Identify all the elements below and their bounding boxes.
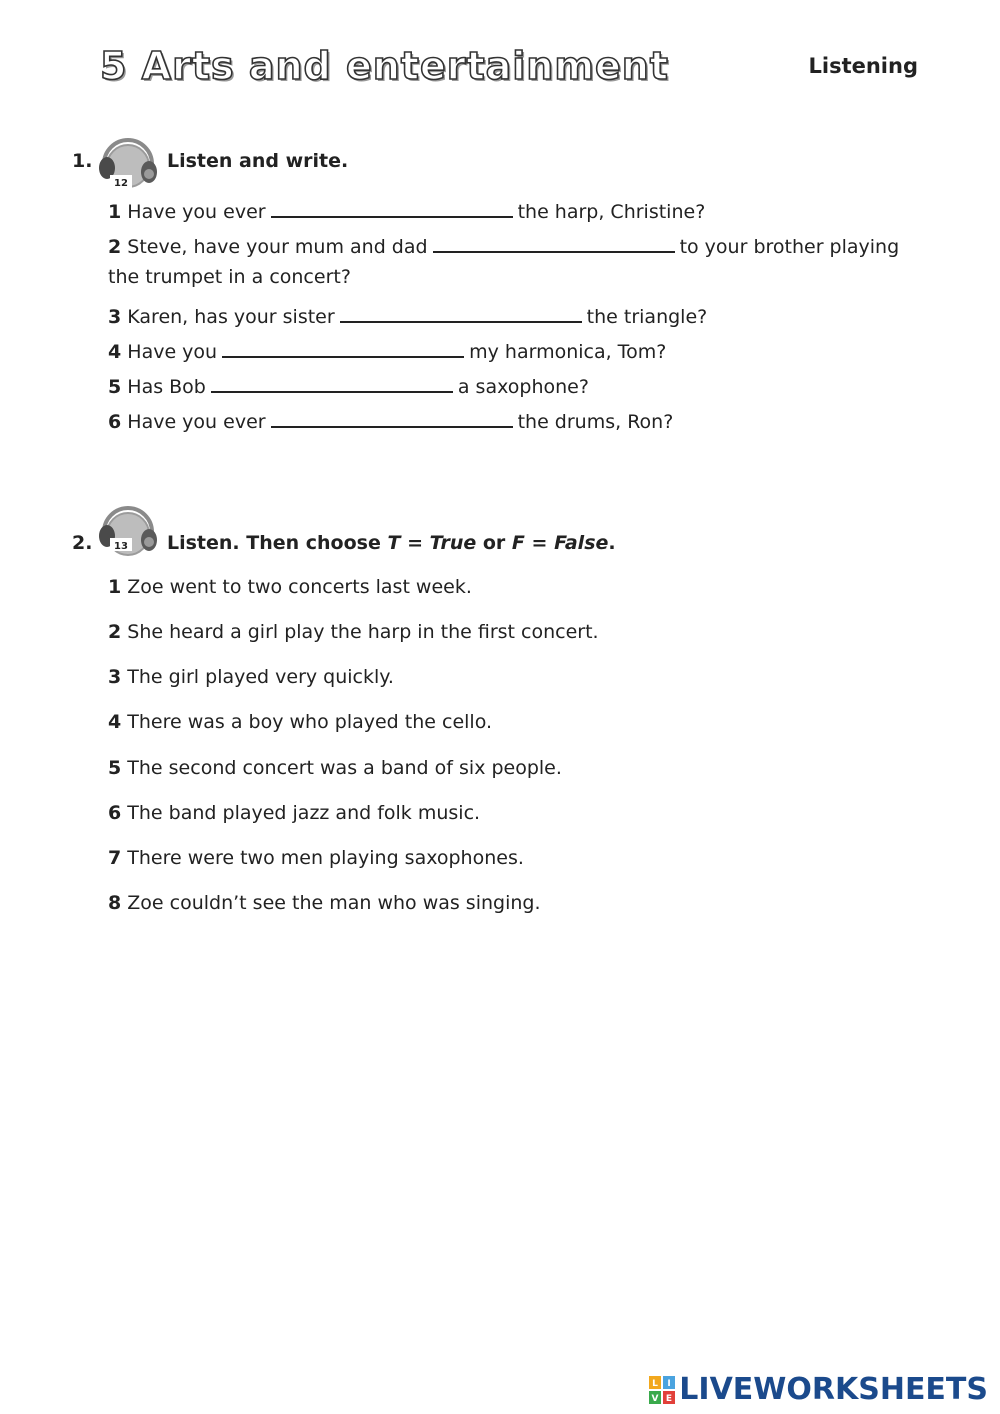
list-item[interactable]: 3 The girl played very quickly. <box>108 666 394 688</box>
exercise-instruction: Listen. Then choose T = True or F = False. <box>167 532 616 554</box>
list-item[interactable]: 2 She heard a girl play the harp in the first concert. <box>108 621 599 643</box>
list-item[interactable]: 6 The band played jazz and folk music. <box>108 802 481 824</box>
item-number: 4 <box>108 341 122 363</box>
svg-text:I: I <box>667 1378 671 1389</box>
item-number: 3 <box>108 666 122 688</box>
list-item[interactable]: 5 The second concert was a band of six people. <box>108 757 562 779</box>
item-number: 6 <box>108 411 122 433</box>
page-title: 5 Arts and entertainment <box>100 44 669 88</box>
item-number: 5 <box>108 757 122 779</box>
exercise-instruction: Listen and write. <box>167 150 349 172</box>
list-item[interactable]: 7 There were two men playing saxophones. <box>108 847 524 869</box>
answer-blank[interactable] <box>271 196 513 218</box>
item-number: 2 <box>108 621 122 643</box>
item-number: 3 <box>108 306 122 328</box>
answer-blank[interactable] <box>211 371 453 393</box>
svg-text:V: V <box>651 1393 659 1404</box>
track-number: 12 <box>114 178 128 189</box>
item-number: 2 <box>108 236 122 258</box>
list-item: 2 Steve, have your mum and dad to your brother playing <box>108 231 899 258</box>
item-number: 1 <box>108 576 122 598</box>
item-number: 5 <box>108 376 122 398</box>
list-item: 3 Karen, has your sister the triangle? <box>108 301 707 328</box>
exercise-number: 2. <box>72 532 93 554</box>
exercise-number: 1. <box>72 150 93 172</box>
headphones-icon[interactable] <box>96 496 160 558</box>
track-number: 13 <box>114 541 128 552</box>
list-item: the trumpet in a concert? <box>108 266 351 288</box>
logo-mark-icon <box>649 1376 675 1404</box>
list-item: 6 Have you ever the drums, Ron? <box>108 406 673 433</box>
headphones-icon[interactable] <box>96 128 160 190</box>
item-number: 8 <box>108 892 122 914</box>
list-item: 5 Has Bob a saxophone? <box>108 371 589 398</box>
answer-blank[interactable] <box>433 231 675 253</box>
section-label: Listening <box>808 54 918 78</box>
logo-text: LIVEWORKSHEETS <box>679 1372 988 1407</box>
svg-text:E: E <box>666 1393 673 1404</box>
list-item: 1 Have you ever the harp, Christine? <box>108 196 705 223</box>
svg-text:L: L <box>652 1378 659 1389</box>
answer-blank[interactable] <box>340 301 582 323</box>
liveworksheets-logo[interactable] <box>649 1372 988 1407</box>
item-number: 4 <box>108 711 122 733</box>
item-number: 7 <box>108 847 122 869</box>
list-item: 4 Have you my harmonica, Tom? <box>108 336 666 363</box>
item-number: 1 <box>108 201 122 223</box>
answer-blank[interactable] <box>271 406 513 428</box>
list-item[interactable]: 8 Zoe couldn’t see the man who was singing. <box>108 892 541 914</box>
answer-blank[interactable] <box>222 336 464 358</box>
list-item[interactable]: 4 There was a boy who played the cello. <box>108 711 493 733</box>
list-item[interactable]: 1 Zoe went to two concerts last week. <box>108 576 472 598</box>
item-number: 6 <box>108 802 122 824</box>
